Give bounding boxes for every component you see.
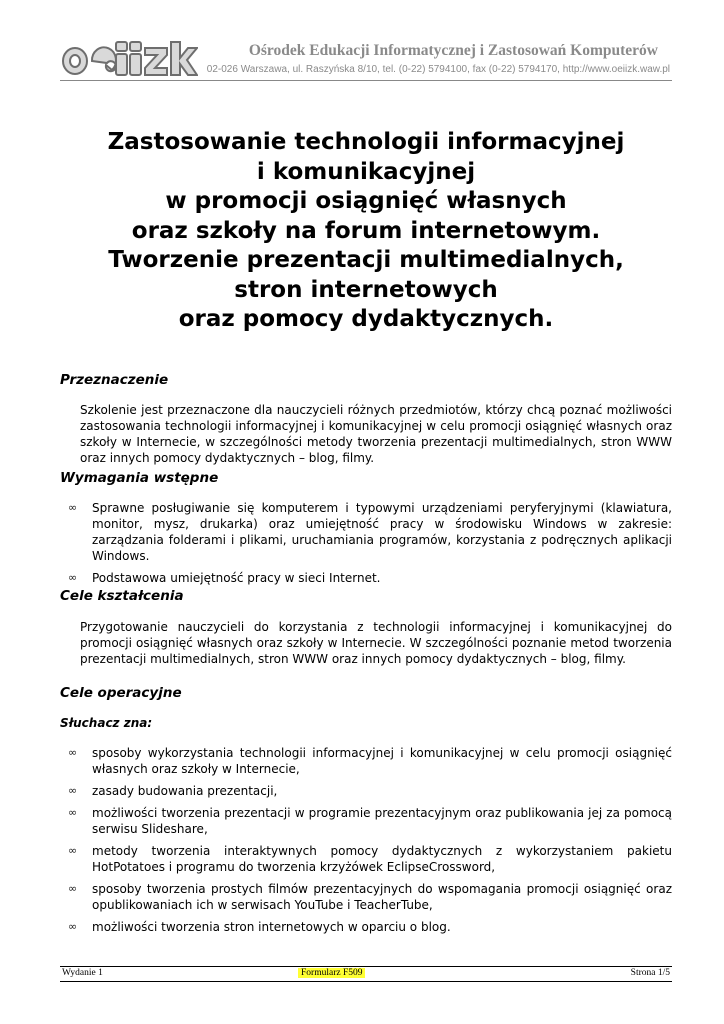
section-heading-cele-ksztalcenia: Cele kształcenia <box>60 588 184 604</box>
page-header <box>60 40 672 80</box>
footer-edition: Wydanie 1 <box>62 968 103 978</box>
section-heading-cele-operacyjne: Cele operacyjne <box>60 685 182 701</box>
title-line: Tworzenie prezentacji multimedialnych, <box>108 247 624 273</box>
subheading-sluchacz-zna: Słuchacz zna: <box>60 716 153 730</box>
oeiizk-logo <box>60 40 198 80</box>
list-item-text: możliwości tworzenia prezentacji w programie prezentacyjnym oraz publikowania jej za pomocą serwisu Slideshare, <box>92 806 672 836</box>
title-line: w promocji osiągnięć własnych <box>165 188 567 214</box>
list-item <box>68 843 672 875</box>
list-item <box>68 500 672 564</box>
title-line: oraz pomocy dydaktycznych. <box>178 306 554 332</box>
list-item-text: zasady budowania prezentacji, <box>92 784 278 798</box>
infinity-bullet-icon: ∞ <box>68 784 78 797</box>
section-text-cele-ksztalcenia: Przygotowanie nauczycieli do korzystania z technologii informacyjnej i komunikacyjnej do promocji osiągnięć własnych oraz szkoły w Internecie. W szczególności poznanie metod tworzenia prezentacji multimedialnych, stron WWW oraz innych pomocy dydaktycznych – blog, filmy. <box>80 620 672 666</box>
infinity-bullet-icon: ∞ <box>68 501 78 514</box>
title-line: Zastosowanie technologii informacyjnej <box>107 129 625 155</box>
infinity-bullet-icon: ∞ <box>68 844 78 857</box>
section-text-przeznaczenie: Szkolenie jest przeznaczone dla nauczycieli różnych przedmiotów, którzy chcą poznać możliwości zastosowania technologii informacyjnej i komunikacyjnej w celu promocji osiągnięć własnych oraz szkoły w Internecie, w szczególności metody tworzenia prezentacji multimedialnych, stron WWW oraz innych pomocy dydaktycznych – blog, filmy. <box>80 403 672 465</box>
requirements-list <box>68 500 672 586</box>
document-title <box>60 128 672 335</box>
section-heading-wymagania: Wymagania wstępne <box>60 470 219 486</box>
list-item <box>68 745 672 777</box>
list-item <box>68 570 672 586</box>
page-footer <box>60 966 672 982</box>
infinity-bullet-icon: ∞ <box>68 882 78 895</box>
list-item <box>68 805 672 837</box>
list-item <box>68 881 672 913</box>
title-line: oraz szkoły na forum internetowym. <box>131 217 601 244</box>
infinity-bullet-icon: ∞ <box>68 571 78 584</box>
organization-address: 02-026 Warszawa, ul. Raszyńska 8/10, tel. (0-22) 5794100, fax (0-22) 5794170, http://www.oeiizk.waw.pl <box>206 64 670 75</box>
list-item-text: Sprawne posługiwanie się komputerem i typowymi urządzeniami peryferyjnymi (klawiatura, monitor, mysz, drukarka) oraz umiejętność pracy w środowisku Windows w zakresie: zarządzania folderami i plikami, uruchamiania programów, korzystania z podręcznych aplikacji Windows. <box>92 501 672 563</box>
list-item-text: metody tworzenia interaktywnych pomocy dydaktycznych z wykorzystaniem pakietu HotPotatoes i programu do tworzenia krzyżówek EclipseCrossword, <box>92 844 672 874</box>
title-line: stron internetowych <box>234 276 498 303</box>
list-item <box>68 783 672 799</box>
list-item-text: sposoby tworzenia prostych filmów prezentacyjnych do wspomagania promocji osiągnięć oraz opublikowaniach ich w serwisach YouTube i TeacherTube, <box>92 882 672 912</box>
list-item-text: Podstawowa umiejętność pracy w sieci Internet. <box>92 571 381 585</box>
list-item-text: sposoby wykorzystania technologii informacyjnej i komunikacyjnej w celu promocji osiągnięć własnych oraz szkoły w Internecie, <box>92 746 672 776</box>
list-item <box>68 919 672 935</box>
operational-goals-list <box>68 745 672 935</box>
infinity-bullet-icon: ∞ <box>68 920 78 933</box>
infinity-bullet-icon: ∞ <box>68 746 78 759</box>
footer-form-number: Formularz F509 <box>298 968 365 978</box>
organization-name: Ośrodek Edukacji Informatycznej i Zastosowań Komputerów <box>248 42 658 59</box>
footer-page-number: Strona 1/5 <box>630 968 670 978</box>
infinity-bullet-icon: ∞ <box>68 806 78 819</box>
title-line: i komunikacyjnej <box>256 158 476 185</box>
header-divider <box>60 80 672 81</box>
section-heading-przeznaczenie: Przeznaczenie <box>60 372 169 388</box>
list-item-text: możliwości tworzenia stron internetowych w oparciu o blog. <box>92 920 451 934</box>
